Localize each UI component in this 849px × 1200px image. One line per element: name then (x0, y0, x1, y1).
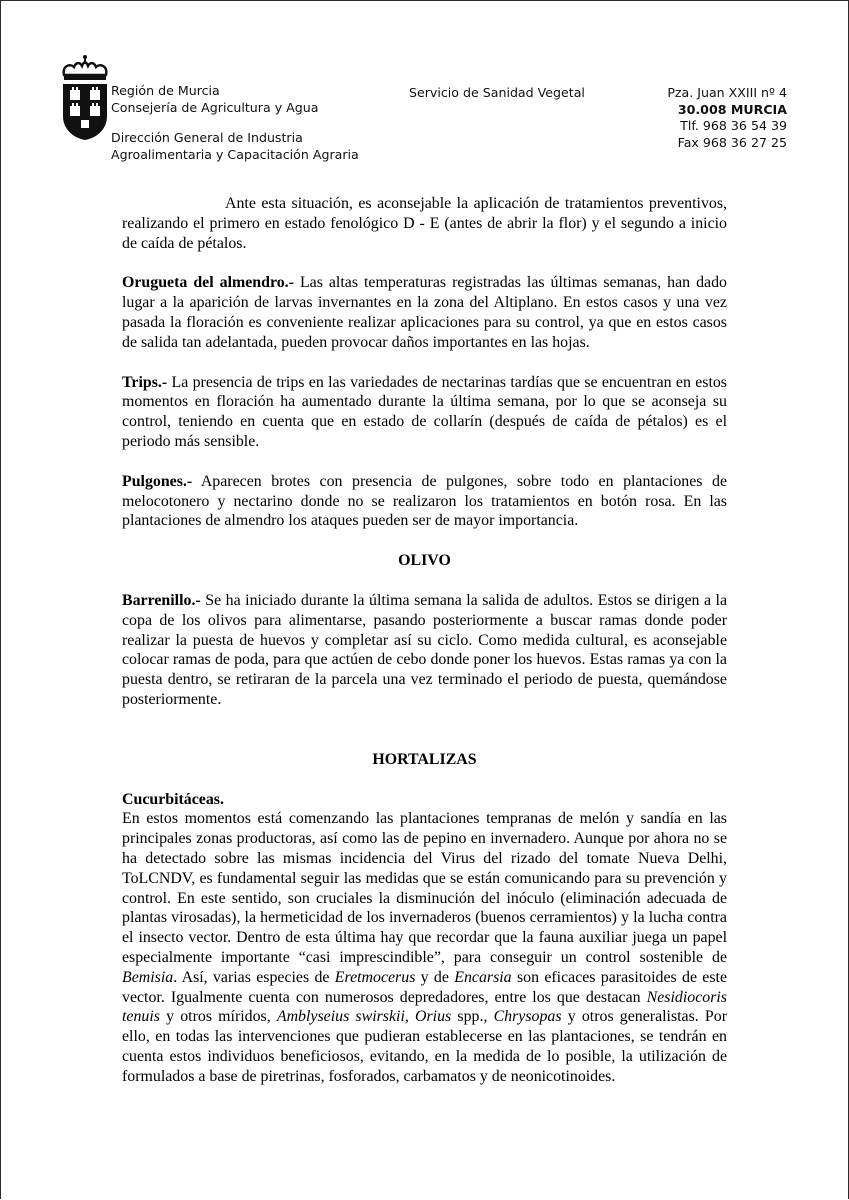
text-run: y de (415, 968, 455, 986)
species-name: Encarsia (454, 968, 512, 986)
directorate-line-1: Dirección General de Industria (111, 130, 303, 145)
directorate-name (111, 130, 359, 163)
city: 30.008 MURCIA (677, 101, 787, 117)
cucurbitaceas-paragraph (122, 809, 727, 1086)
barrenillo-text: Se ha iniciado durante la última semana la salida de adultos. Estos se dirigen a la copa de los olivos para alimentarse, pasando posteriormente a buscar ramas donde poder realizar la puesta de huevos y completar así su ciclo. Como medida cultural, es aconsejable colocar ramas de poda, para que actúen de cebo donde poner los huevos. Estas ramas ya con la puesta dentro, se retiraran de la parcela una vez terminado el periodo de puesta, quemándose posteriormente. (122, 591, 727, 708)
species-name: Amblyseius swirskii (276, 1008, 405, 1026)
orugueta-title: Orugueta del almendro.- (122, 274, 294, 292)
intro-paragraph: Ante esta situación, es aconsejable la aplicación de tratamientos preventivos, realizando el primero en estado fenológico D - E (antes de abrir la flor) y el segundo a inicio de caída de pétalos. (122, 195, 727, 252)
pulgones-title: Pulgones.- (122, 472, 193, 490)
pulgones-paragraph (122, 472, 727, 531)
barrenillo-paragraph (122, 591, 727, 710)
cucurbitaceas-title: Cucurbitáceas. (122, 790, 224, 808)
region-murcia-crest-icon (60, 54, 110, 142)
text-run: y otros generalistas. Por ello, en todas las intervenciones que pudieran establecerse en las plantaciones, se tendrán en cuenta estos individuos beneficiosos, evitando, en la medida de lo posible, la utilización de formulados a base de piretrinas, fosforados, carbamatos y de neonicotinoides. (122, 1008, 727, 1085)
trips-paragraph (122, 373, 727, 452)
directorate-line-2: Agroalimentaria y Capacitación Agraria (111, 146, 359, 162)
pulgones-text: Aparecen brotes con presencia de pulgones, sobre todo en plantaciones de melocotonero y nectarino donde no se realizaron los tratamientos en botón rosa. En las plantaciones de almendro los ataques pueden ser de mayor importancia. (122, 472, 727, 530)
trips-text: La presencia de trips en las variedades de nectarinas tardías que se encuentran en estos momentos en floración ha aumentado durante la última semana, por lo que se aconseja su control, teniendo en cuenta que en estado de collarín (después de caída de pétalos) es el periodo más sensible. (122, 373, 727, 450)
service-name: Servicio de Sanidad Vegetal (409, 85, 585, 100)
text-run: , (404, 1008, 416, 1026)
region-name: Región de Murcia (111, 83, 220, 98)
text-run: . Así, varias especies de (173, 968, 335, 986)
department-name: Consejería de Agricultura y Agua (111, 99, 319, 115)
contact-block (667, 85, 787, 151)
orugueta-paragraph (122, 273, 727, 352)
document-body (122, 194, 727, 1086)
text-run: son eficaces parasitoides de este vector. Igualmente cuenta con numerosos depredadores, entre los que destacan (122, 968, 728, 1006)
orugueta-text: Las altas temperaturas registradas las últimas semanas, han dado lugar a la aparición de larvas invernantes en la zona del Altiplano. En estos casos y una vez pasada la floración es conveniente realizar aplicaciones para su control, ya que en estos casos de salida tan adelantada, pueden provocar daños importantes en las hojas. (122, 274, 727, 351)
barrenillo-title: Barrenillo.- (122, 591, 201, 609)
institution-name (111, 83, 318, 116)
species-name: Orius (415, 1008, 452, 1026)
trips-title: Trips.- (122, 373, 168, 391)
text-run: spp., (451, 1008, 494, 1026)
species-name: Nesidiocoris tenuis (122, 988, 727, 1026)
fax: Fax 968 36 27 25 (677, 134, 787, 150)
text-run: y otros míridos, (159, 1008, 277, 1026)
olivo-heading: OLIVO (398, 552, 451, 570)
hortalizas-heading: HORTALIZAS (372, 750, 477, 768)
species-name: Chrysopas (493, 1008, 562, 1026)
text-run: En estos momentos está comenzando las plantaciones tempranas de melón y sandía en las principales zonas productoras, así como las de pepino en invernadero. Aunque por ahora no se ha detectado sobre las mismas incidencia del Virus del rizado del tomate Nueva Delhi, ToLCNDV, es fundamental seguir las medidas que se están comunicando para su prevención y control. En este sentido, son cruciales la disminución del inóculo (eliminación adecuada de plantas virosadas), la hermeticidad de los invernaderos (buenos cerramientos) y la lucha contra el insecto vector. Dentro de esta última hay que recordar que la fauna auxiliar juega un papel especialmente importante “casi imprescindible”, para conseguir un control sostenible de (122, 810, 727, 966)
species-name: Eretmocerus (334, 968, 416, 986)
species-name: Bemisia (122, 968, 174, 986)
address: Pza. Juan XXIII nº 4 (667, 85, 787, 100)
phone: Tlf. 968 36 54 39 (680, 118, 787, 133)
